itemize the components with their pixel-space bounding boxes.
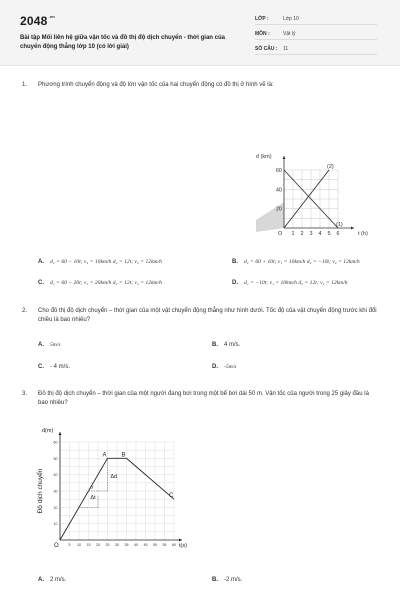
option-text: -5m/s [224, 364, 237, 370]
chart-1-series-label: (2) [327, 164, 334, 170]
chart-2 [30, 420, 210, 560]
question-2-text: Cho đồ thị độ dịch chuyển – thời gian của một vật chuyển động thẳng như hình dưới. Tốc độ của vật chuyển động trước khi đổi chiều là bao nhiêu? [38, 308, 377, 323]
q3-option-b[interactable] [212, 577, 242, 583]
meta-label: SỐ CÂU : [255, 46, 278, 52]
chart-1-x-arrow [351, 227, 354, 230]
q2-option-a[interactable] [38, 342, 61, 348]
option-text: 2 m/s. [50, 577, 67, 583]
chart-2-x-tick-label: 30 [115, 543, 119, 547]
page-header [0, 0, 400, 66]
meta-count [255, 44, 377, 55]
question-1-number: 1. [22, 82, 28, 88]
meta-label: LỚP : [255, 16, 269, 22]
chart-2-x-tick-label: 35 [124, 543, 129, 547]
chart-2-y-axis-label: d(m) [42, 428, 54, 434]
chart-2-x-tick-label: 60 [172, 543, 176, 547]
option-text: d₁ = 60 + 10t; v₁ = 10km/h d₂ = −10t; v₂ = 12km/h [244, 259, 360, 265]
chart-2-y-tick-label: 40 [53, 473, 58, 478]
q3-option-a[interactable] [38, 577, 66, 583]
chart-2-annotation: Δt [90, 495, 96, 502]
chart-2-annotation: Δd [110, 473, 118, 480]
option-text: d₁ = 60 − 20t; v₁ = 20km/h d₂ = 12t; v₂ = 12km/h [50, 280, 162, 286]
q2-option-c[interactable] [38, 364, 70, 370]
chart-2-y-tick-label: 30 [53, 489, 58, 494]
option-letter: B. [212, 577, 218, 583]
chart-1-x-tick-label: 3 [309, 231, 313, 237]
q2-option-d[interactable] [212, 364, 236, 370]
chart-1-series-label: (1) [336, 222, 343, 228]
chart-2-x-tick-label: 50 [153, 543, 157, 547]
q1-option-c[interactable] [38, 280, 162, 286]
meta-label: MÔN : [255, 31, 270, 37]
option-letter: C. [38, 364, 44, 370]
option-text: d₁ = −10t; v₁ = 10km/h d₂ = 12t; v₂ = 12km/h [244, 280, 348, 286]
chart-1-y-tick-label: 20 [275, 206, 282, 213]
chart-1-y-axis-label: d (km) [256, 154, 272, 160]
chart-2-y-arrow [59, 432, 62, 435]
chart-2-point-label: A [102, 452, 107, 459]
option-letter: C. [38, 280, 44, 286]
option-text: -2 m/s. [224, 577, 243, 583]
chart-1-x-tick-label: 6 [336, 231, 340, 237]
chart-1-y-tick-label: 60 [275, 168, 282, 174]
q1-option-d[interactable] [232, 280, 348, 286]
chart-2-x-tick-label: 40 [134, 543, 138, 547]
q1-option-b[interactable] [232, 259, 360, 265]
option-letter: A. [38, 259, 44, 265]
option-text: d₁ = 60 − 10t; v₁ = 10km/h d₂ = 12t; v₂ = 12km/h [50, 259, 162, 265]
option-letter: A. [38, 342, 44, 348]
chart-2-annotation: α [90, 484, 94, 491]
chart-2-x-tick-label: 15 [86, 543, 91, 547]
option-letter: D. [232, 280, 238, 286]
meta-value: Vật lý [283, 31, 296, 37]
question-2-number: 2. [22, 308, 28, 314]
option-letter: B. [232, 259, 238, 265]
chart-1-x-tick-label: 4 [318, 231, 322, 237]
chart-2-y-tick-label: 60 [53, 440, 58, 445]
chart-1-x-tick-label: 5 [327, 231, 331, 237]
chart-1-x-tick-label: 1 [291, 231, 295, 237]
chart-1 [240, 150, 380, 250]
option-letter: D. [212, 364, 218, 370]
option-text: 4 m/s. [224, 342, 241, 348]
chart-1-y-arrow [283, 156, 286, 159]
chart-2-x-axis-label: t(s) [179, 543, 187, 549]
chart-1-x-tick-label: 2 [300, 231, 304, 237]
q2-option-b[interactable] [212, 342, 240, 348]
document-title: Bài tập Mối liên hệ giữa vận tốc và đồ thị độ dịch chuyển - thời gian của chuyển động thẳng lớp 10 (có lời giải) [20, 35, 225, 50]
site-logo[interactable] [20, 14, 55, 28]
chart-2-point-label: C [169, 493, 174, 500]
question-3-number: 3. [22, 391, 28, 397]
logo-text: 2048 [20, 14, 48, 28]
logo-domain: .vn [48, 14, 55, 19]
chart-2-x-tick-label: 55 [162, 543, 167, 547]
chart-2-y-tick-label: 10 [53, 522, 58, 527]
meta-subject [255, 29, 377, 40]
option-letter: A. [38, 577, 44, 583]
chart-2-axis-title: Độ dịch chuyển [37, 468, 44, 514]
meta-value: Lớp 10 [283, 16, 299, 22]
question-3-text: Đồ thị độ dịch chuyển – thời gian của một người đang bơi trong một bể bơi dài 50 m. Vận tốc của người trong 25 giây đầu là bao nhiêu? [38, 391, 369, 406]
meta-class [255, 14, 377, 25]
question-1-text: Phương trình chuyển động và độ lớn vận tốc của hai chuyển động có đồ thị ở hình vẽ là: [38, 82, 274, 88]
chart-1-y-tick-label: 40 [275, 187, 282, 194]
chart-2-x-tick-label: 5 [68, 543, 71, 547]
chart-2-x-tick-label: 20 [96, 543, 100, 547]
chart-2-x-tick-label: 45 [143, 543, 148, 547]
q1-option-a[interactable] [38, 259, 162, 265]
chart-2-y-tick-label: 20 [53, 505, 58, 510]
chart-2-origin-label: O [54, 543, 59, 549]
chart-2-y-tick-label: 50 [53, 456, 58, 461]
meta-value: 11 [283, 46, 289, 52]
chart-1-x-axis-label: t (h) [358, 231, 368, 237]
option-text: - 4 m/s. [50, 364, 71, 370]
option-text: 5m/s [50, 342, 61, 348]
chart-2-x-tick-label: 25 [105, 543, 110, 547]
option-letter: B. [212, 342, 218, 348]
chart-2-point-label: B [121, 452, 126, 459]
chart-2-x-arrow [179, 539, 182, 542]
chart-2-x-tick-label: 10 [77, 543, 81, 547]
chart-1-origin-label: O [278, 231, 283, 237]
